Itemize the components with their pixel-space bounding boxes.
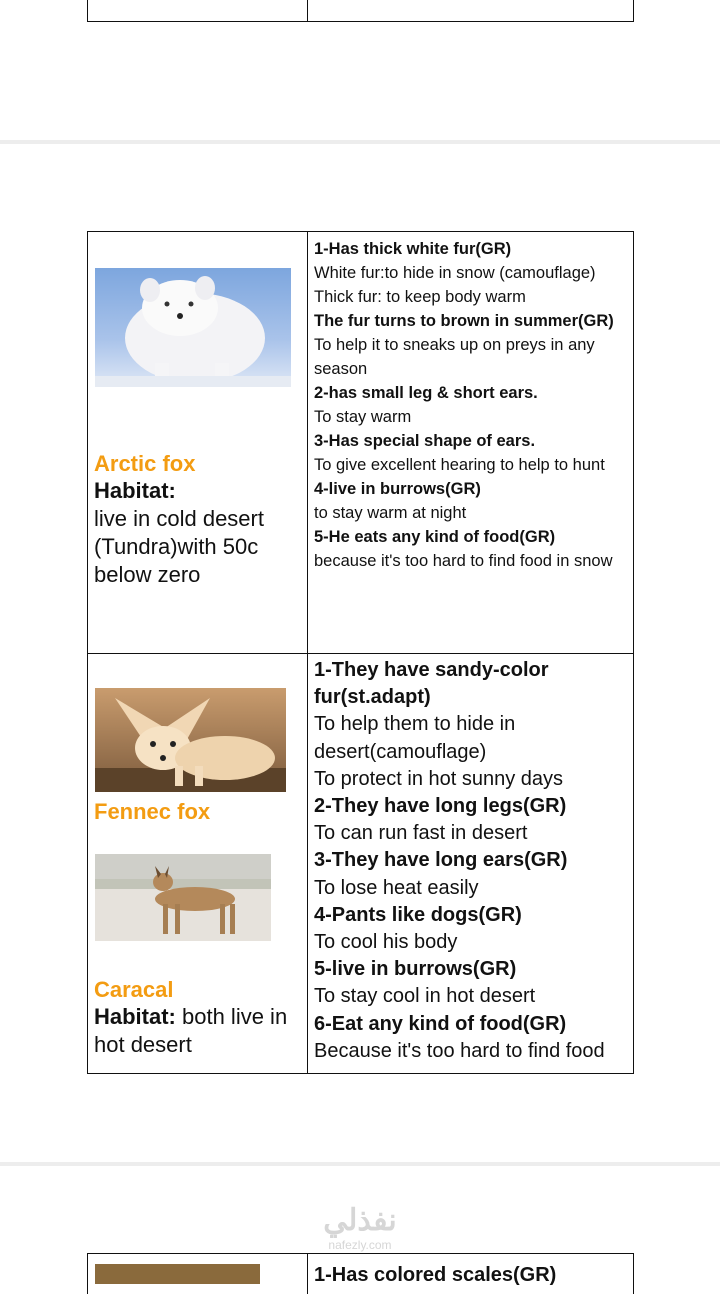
- arctic-fox-habitat: [94, 477, 304, 589]
- fact-heading: 1-They have sandy-color fur(st.adapt): [314, 659, 549, 709]
- fact-detail: To help them to hide in desert(camouflage): [314, 713, 516, 763]
- fact-detail: To lose heat easily: [314, 876, 479, 899]
- fact-detail: To give excellent hearing to help to hunt: [314, 456, 605, 474]
- fennec-fox-photo: [95, 688, 286, 792]
- fact-detail: White fur:to hide in snow (camouflage): [314, 264, 596, 282]
- fennec-caracal-habitat: [94, 1003, 304, 1059]
- arctic-fox-name: Arctic fox: [94, 451, 196, 476]
- fact-detail: Thick fur: to keep body warm: [314, 288, 526, 306]
- next-table-first-fact: 1-Has colored scales(GR): [314, 1264, 557, 1286]
- fennec-fox-facts: [308, 652, 633, 1073]
- habitat-label: Habitat:: [94, 1004, 176, 1029]
- arctic-fox-left-cell: [88, 232, 308, 653]
- arctic-fox-table: [87, 231, 634, 654]
- caracal-name: Caracal: [94, 977, 174, 1002]
- fennec-fox-left-cell: [88, 652, 308, 1073]
- fact-detail: Because it's too hard to find food: [314, 1039, 605, 1062]
- fact-heading: 3-They have long ears(GR): [314, 849, 568, 872]
- fact-detail: To can run fast in desert: [314, 822, 528, 845]
- fact-heading: 6-Eat any kind of food(GR): [314, 1012, 567, 1035]
- fact-heading: 1-Has thick white fur(GR): [314, 240, 512, 258]
- fact-heading: 2-They have long legs(GR): [314, 795, 567, 818]
- arctic-fox-facts: [308, 232, 633, 653]
- fact-heading: 5-He eats any kind of food(GR): [314, 528, 556, 546]
- fact-heading: 4-Pants like dogs(GR): [314, 903, 522, 926]
- fennec-fox-name: Fennec fox: [94, 799, 211, 824]
- previous-table-remnant: [87, 0, 634, 22]
- page-separator: [0, 140, 720, 144]
- habitat-text: both live in hot desert: [94, 1004, 288, 1057]
- page-separator: [0, 1162, 720, 1166]
- watermark-logo: نفذلي: [323, 1204, 397, 1237]
- fact-detail: To protect in hot sunny days: [314, 767, 564, 790]
- arctic-fox-photo: [95, 268, 291, 387]
- watermark: [0, 1204, 720, 1252]
- fact-heading: 2-has small leg & short ears.: [314, 384, 538, 402]
- fact-heading: 5-live in burrows(GR): [314, 958, 517, 981]
- next-table: [87, 1253, 634, 1294]
- fennec-fox-table: [87, 652, 634, 1074]
- next-animal-photo: [95, 1264, 260, 1284]
- fact-heading: 4-live in burrows(GR): [314, 480, 481, 498]
- watermark-url: nafezly.com: [328, 1238, 392, 1252]
- fact-detail: To cool his body: [314, 931, 458, 954]
- fact-detail: To help it to sneaks up on preys in any season: [314, 336, 595, 378]
- fact-detail: to stay warm at night: [314, 504, 467, 522]
- habitat-label: Habitat:: [94, 478, 176, 503]
- habitat-text: live in cold desert (Tundra)with 50c below zero: [94, 506, 264, 587]
- fact-heading: 3-Has special shape of ears.: [314, 432, 536, 450]
- caracal-photo: [95, 854, 271, 941]
- fact-detail: To stay cool in hot desert: [314, 985, 536, 1008]
- fact-detail: To stay warm: [314, 408, 412, 426]
- fact-detail: because it's too hard to find food in snow: [314, 552, 613, 570]
- fact-heading: The fur turns to brown in summer(GR): [314, 312, 614, 330]
